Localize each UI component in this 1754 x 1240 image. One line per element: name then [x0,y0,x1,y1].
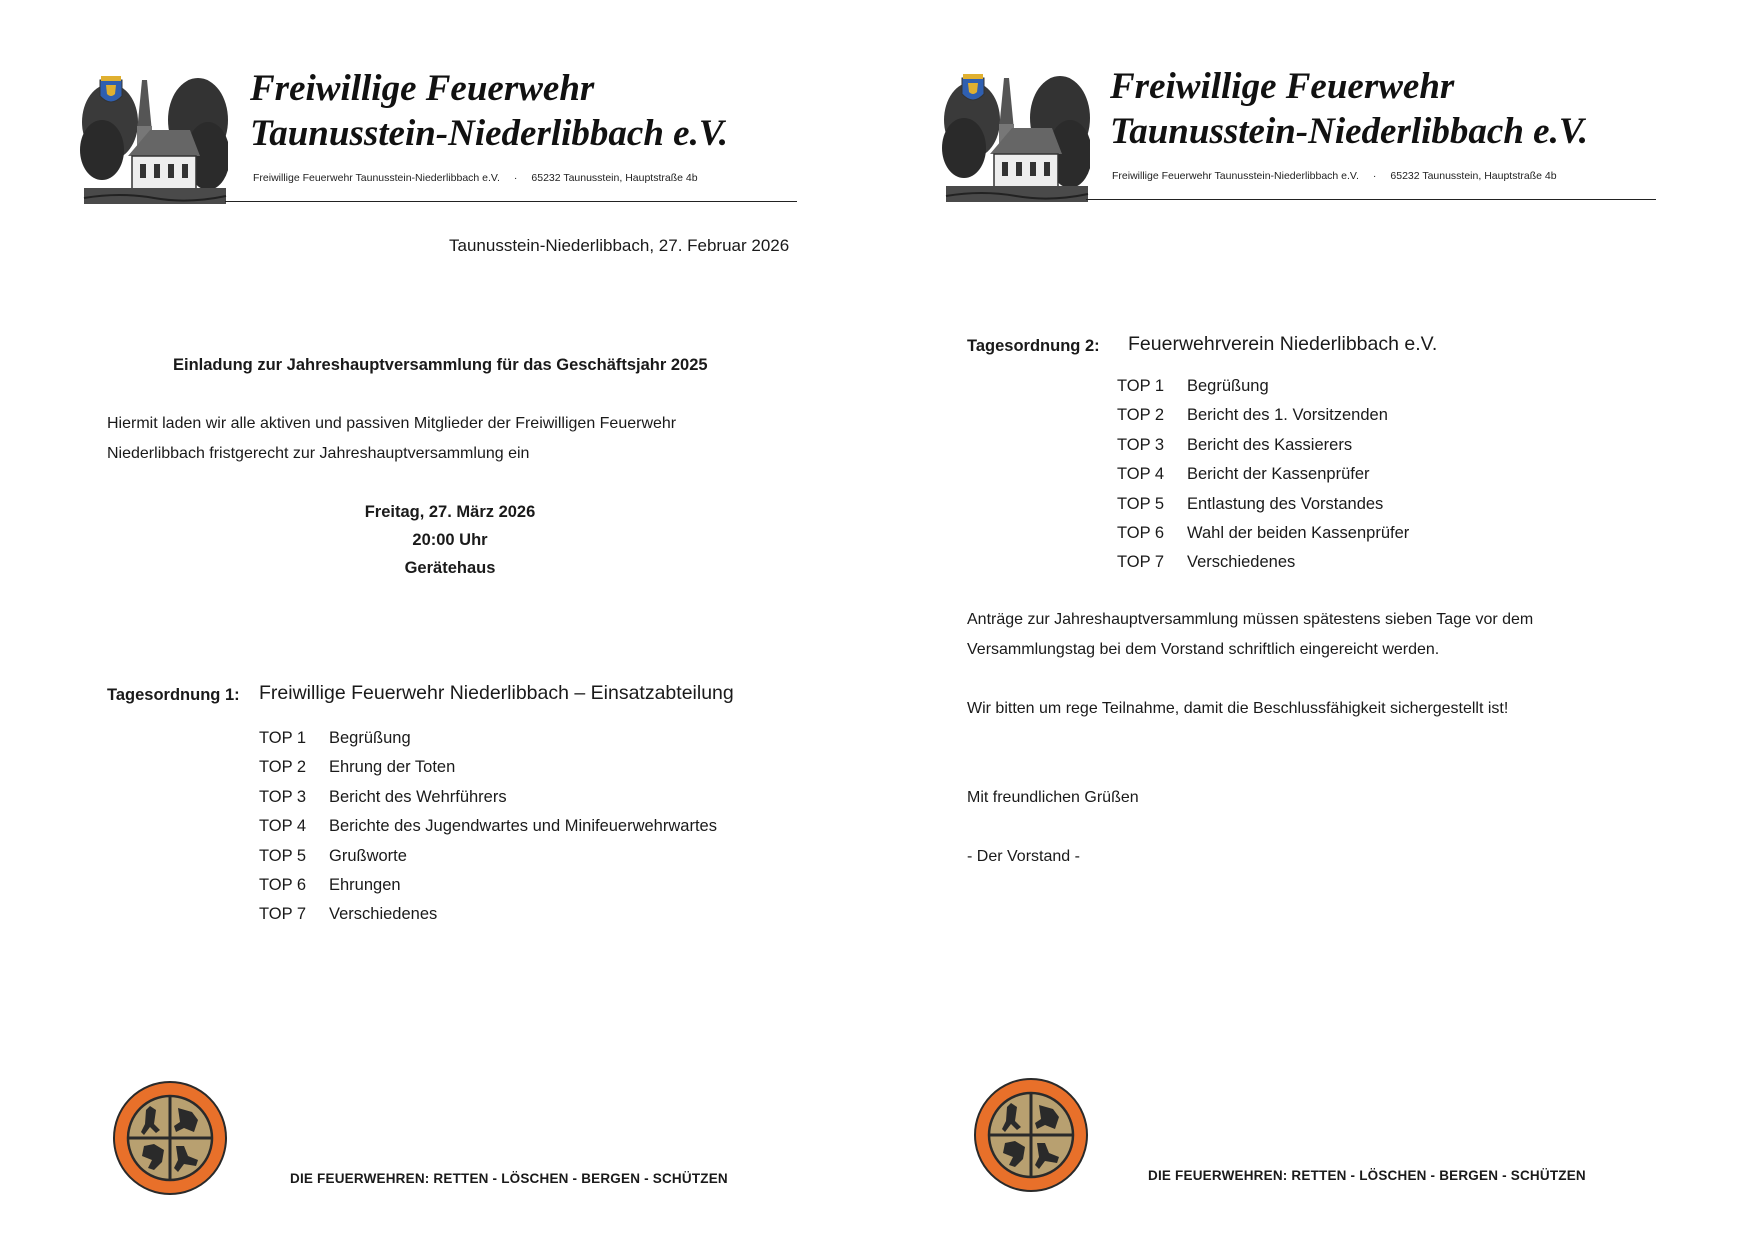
agenda-number: TOP 4 [1117,465,1165,484]
agenda-2-label: Tagesordnung 2: [967,337,1100,355]
agenda-number: TOP 3 [1117,435,1165,454]
agenda-text: Bericht des 1. Vorsitzenden [1187,406,1388,425]
agenda-text: Verschiedenes [1187,553,1296,572]
list-item [259,724,717,753]
meeting-details [300,498,600,582]
separator: · [513,172,518,184]
list-item [1117,519,1409,548]
agenda-2-list [1117,372,1409,578]
participation-note: Wir bitten um rege Teilnahme, damit die Beschlussfähigkeit sichergestellt ist! [967,700,1509,717]
agenda-text: Verschiedenes [329,905,438,924]
agenda-text: Wahl der beiden Kassenprüfer [1187,524,1410,543]
fire-department-emblem [112,1080,228,1196]
agenda-text: Bericht der Kassenprüfer [1187,465,1370,484]
list-item [1117,490,1409,519]
letter-date: Taunusstein-Niederlibbach, 27. Februar 2026 [449,236,790,255]
separator: · [1372,170,1377,182]
agenda-number: TOP 2 [259,758,307,777]
agenda-number: TOP 6 [1117,524,1165,543]
sender-address-line [1112,170,1557,182]
list-item [1117,548,1409,577]
invitation-title: Einladung zur Jahreshauptversammlung für das Geschäftsjahr 2025 [173,356,708,374]
agenda-1-label: Tagesordnung 1: [107,686,240,704]
list-item [1117,372,1409,401]
list-item [1117,401,1409,430]
agenda-number: TOP 5 [259,846,307,865]
intro-paragraph [107,409,676,469]
church-logo-image [942,68,1090,208]
closing-greeting: Mit freundlichen Grüßen [967,789,1139,806]
meeting-time: 20:00 Uhr [412,531,488,549]
list-item [259,783,717,812]
motions-paragraph [967,605,1533,665]
sender-name: Freiwillige Feuerwehr Taunusstein-Niederlibbach e.V. [253,172,500,184]
agenda-text: Entlastung des Vorstandes [1187,494,1384,513]
org-title-line2: Taunusstein-Niederlibbach e.V. [1110,111,1589,152]
header-divider [1086,199,1656,200]
agenda-text: Ehrungen [329,876,401,895]
agenda-number: TOP 2 [1117,406,1165,425]
org-title-line1: Freiwillige Feuerwehr [1110,66,1455,107]
agenda-2-heading: Feuerwehrverein Niederlibbach e.V. [1128,333,1438,355]
church-logo-image [80,70,228,210]
agenda-number: TOP 1 [1117,377,1165,395]
agenda-text: Bericht des Kassierers [1187,435,1353,454]
agenda-number: TOP 7 [259,905,307,924]
motions-line-1: Anträge zur Jahreshauptversammlung müssen spätestens sieben Tage vor dem [967,611,1534,628]
agenda-number: TOP 3 [259,787,307,806]
agenda-number: TOP 5 [1117,494,1165,513]
fire-department-emblem [973,1077,1089,1193]
motions-line-2: Versammlungstag bei dem Vorstand schriftlich eingereicht werden. [967,641,1440,658]
org-title [250,66,728,156]
agenda-number: TOP 4 [259,817,307,836]
letter-page-2 [860,0,1737,1240]
agenda-number: TOP 1 [259,729,307,747]
church-logo [942,68,1090,208]
list-item [259,871,717,900]
footer-motto: DIE FEUERWEHREN: RETTEN - LÖSCHEN - BERGEN - SCHÜTZEN [1148,1168,1586,1183]
intro-line-1: Hiermit laden wir alle aktiven und passiven Mitglieder der Freiwilligen Feuerwehr [107,415,677,432]
agenda-number: TOP 7 [1117,553,1165,572]
list-item [259,842,717,871]
emblem-image [112,1080,228,1196]
agenda-text: Begrüßung [329,729,411,747]
emblem-image [973,1077,1089,1193]
list-item [1117,460,1409,489]
org-title-line2: Taunusstein-Niederlibbach e.V. [250,113,729,154]
sender-address: 65232 Taunusstein, Hauptstraße 4b [1390,170,1557,182]
list-item [259,900,717,929]
meeting-date: Freitag, 27. März 2026 [364,503,536,521]
agenda-number: TOP 6 [259,876,307,895]
agenda-text: Grußworte [329,846,407,865]
sender-name: Freiwillige Feuerwehr Taunusstein-Niederlibbach e.V. [1112,170,1359,182]
agenda-text: Berichte des Jugendwartes und Minifeuerwehrwartes [329,817,717,836]
org-title [1110,64,1588,154]
footer-motto: DIE FEUERWEHREN: RETTEN - LÖSCHEN - BERGEN - SCHÜTZEN [290,1171,728,1186]
agenda-text: Bericht des Wehrführers [329,787,507,806]
agenda-1-list [259,724,717,930]
meeting-place: Gerätehaus [404,559,496,577]
list-item [1117,431,1409,460]
agenda-text: Begrüßung [1187,377,1269,395]
list-item [259,753,717,782]
agenda-text: Ehrung der Toten [329,758,456,777]
church-logo [80,70,228,210]
org-title-line1: Freiwillige Feuerwehr [250,68,595,109]
sender-address: 65232 Taunusstein, Hauptstraße 4b [531,172,698,184]
list-item [259,812,717,841]
sender-address-line [253,172,698,184]
agenda-1-heading: Freiwillige Feuerwehr Niederlibbach – Einsatzabteilung [259,682,734,704]
intro-line-2: Niederlibbach fristgerecht zur Jahreshauptversammlung ein [107,445,530,462]
signature: - Der Vorstand - [967,848,1080,865]
header-divider [225,201,797,202]
